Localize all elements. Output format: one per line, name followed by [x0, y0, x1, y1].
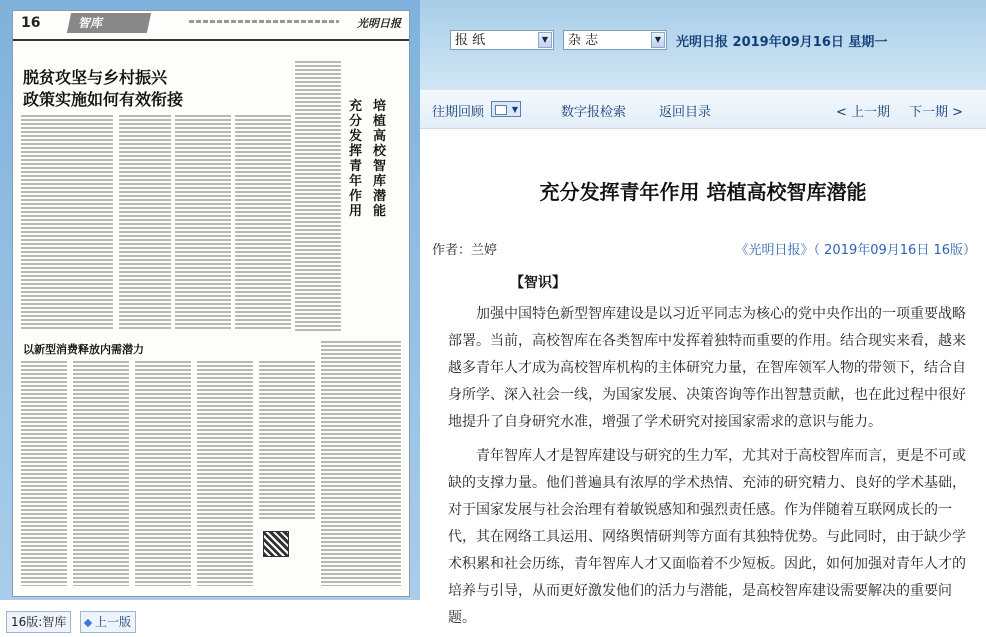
chevron-down-icon: ▼	[511, 105, 518, 114]
thumb-headline-1[interactable]	[23, 67, 183, 111]
newspaper-page-image[interactable]	[12, 10, 410, 597]
body-text-block	[295, 61, 341, 331]
thumb-vertical-title-b[interactable]: 培植高校智库潜能	[373, 99, 387, 219]
publication-type-select[interactable]	[450, 30, 554, 50]
body-text-block	[119, 115, 171, 330]
article-title: 充分发挥青年作用 培植高校智库潜能	[539, 180, 867, 204]
article-paragraph: 青年智库人才是智库建设与研究的生力军，尤其对于高校智库而言，更是不可或缺的支撑力量。他们普遍具有浓厚的学术热情、充沛的研究精力、良好的学术基础，对于国家发展与社会治理有着敏锐感知和强烈责任感。作为伴随着互联网成长的一代，其在网络工具运用、网络舆情研判等方面有其独特优势。与此同时，由于缺少学术积累和社会历练，青年智库人才又面临着不少短板。因此，如何加强对青年人才的培养与引导，从而更好激发他们的活力与潜能，是高校智库建设需要解决的重要问题。	[448, 448, 966, 626]
page-dateline	[189, 20, 339, 23]
newspaper-thumbnail-pane	[0, 0, 420, 600]
publication-sub-value: 杂 志	[568, 33, 599, 48]
page-header	[13, 11, 409, 41]
chevron-down-icon: ▼	[538, 32, 552, 48]
thumb-headline-line-1: 脱贫攻坚与乡村振兴	[23, 68, 168, 87]
archive-link[interactable]: 往期回顾	[432, 105, 485, 120]
chevron-down-icon: ▼	[651, 32, 665, 48]
previous-page-link[interactable]	[80, 611, 136, 633]
article-author: 作者：兰婷	[432, 243, 498, 258]
calendar-picker-button[interactable]	[491, 101, 521, 117]
body-text-block	[175, 115, 231, 330]
previous-page-label: 上一版	[95, 615, 132, 629]
qr-code-image	[263, 531, 289, 557]
thumb-headline-2[interactable]: 以新型消费释放内需潜力	[23, 343, 144, 356]
page-number: 16	[21, 15, 41, 31]
back-to-contents-link[interactable]: 返回目录	[659, 105, 712, 120]
current-page-tab[interactable]: 16版:智库	[6, 611, 71, 633]
page-section: 智库	[67, 13, 151, 33]
thumb-headline-line-2: 政策实施如何有效衔接	[23, 90, 184, 109]
body-text-block	[321, 341, 401, 586]
article-source: 《光明日报》（ 2019年09月16日 16版）	[735, 243, 976, 258]
body-text-block	[135, 361, 191, 586]
digital-search-link[interactable]: 数字报检索	[561, 105, 627, 120]
body-text-block	[21, 115, 113, 330]
body-text-block	[235, 115, 291, 330]
article-paragraph: 加强中国特色新型智库建设是以习近平同志为核心的党中央作出的一项重要战略部署。当前，高校智库在各类智库中发挥着独特而重要的作用。结合现实来看，越来越多青年人才成为高校智库机构的主体研究力量，在智库领军人物的带领下，结合自身所学、深入社会一线，为国家发展、决策咨询等作出智慧贡献，也在此过程中很好地提升了自身研究水准，增强了学术研究对接国家需求的意识与能力。	[448, 306, 966, 430]
diamond-icon	[84, 618, 92, 626]
body-text-block	[259, 361, 315, 521]
publication-type-value: 报 纸	[455, 33, 486, 48]
previous-issue-link[interactable]: < 上一期	[836, 105, 891, 120]
paper-date-label: 光明日报 2019年09月16日 星期一	[676, 35, 888, 50]
calendar-icon	[495, 105, 507, 115]
publication-sub-select[interactable]	[563, 30, 667, 50]
body-text-block	[73, 361, 129, 586]
article-column-tag: 【智识】	[510, 275, 566, 291]
body-text-block	[197, 361, 253, 586]
next-issue-link[interactable]: 下一期 >	[909, 105, 964, 120]
body-text-block	[21, 361, 67, 586]
thumb-vertical-title-a[interactable]: 充分发挥青年作用	[349, 99, 363, 219]
page-tab-bar	[0, 605, 420, 637]
masthead-logo: 光明日报	[357, 17, 401, 30]
